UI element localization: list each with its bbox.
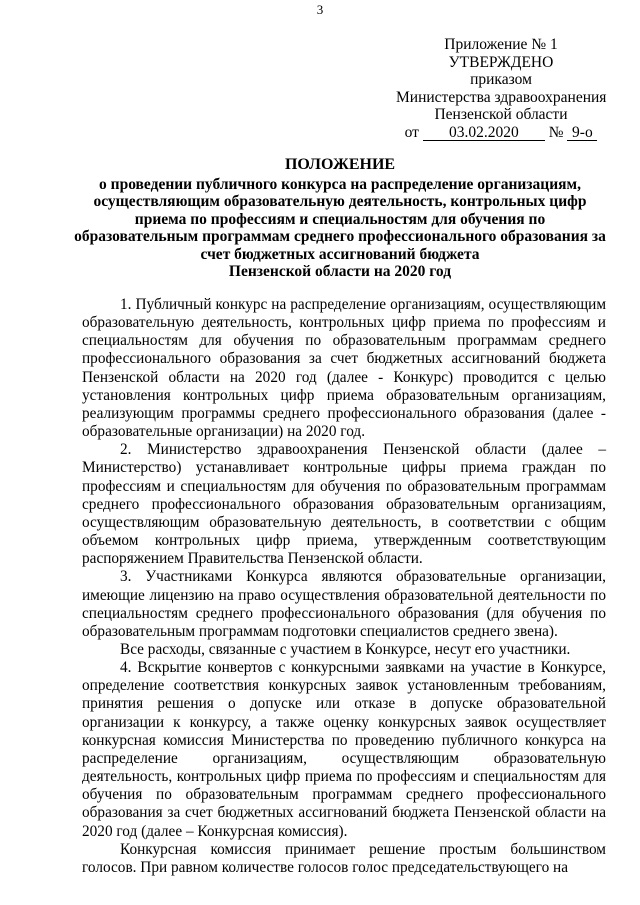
document-body [82, 296, 606, 877]
order-date-line [396, 124, 606, 142]
approved-label: УТВЕРЖДЕНО [448, 53, 554, 71]
title-line: образовательным программам среднего профессионального образования за [74, 228, 606, 245]
paragraph-1: 1. Публичный конкурс на распределение организациям, осуществляющим образовательную деятельность, контрольных цифр приема по профессиям и специальностям для обучения по образовательным программам среднего профессионального образования за счет бюджетных ассигнований бюджета Пензенской области на 2020 год (далее - Конкурс) проводится с целью установления контрольных цифр приема образовательным организациям, реализующим программы среднего профессионального образования (далее - образовательные организации) на 2020 год. [82, 296, 606, 441]
annex-label: Приложение № 1 [444, 36, 558, 53]
title-heading: ПОЛОЖЕНИЕ [284, 156, 396, 173]
title-line: осуществляющим образовательную деятельность, контрольных цифр [93, 193, 587, 210]
order-number: 9-о [567, 126, 597, 141]
approval-stamp [396, 36, 606, 141]
title-line: приема по профессиям и специальностям для обучения по [134, 210, 546, 228]
paragraph-expenses: Все расходы, связанные с участием в Конкурсе, несут его участники. [120, 640, 571, 658]
document-title [70, 156, 610, 281]
order-date: 03.02.2020 [423, 126, 545, 141]
paragraph-commission-decision: Конкурсная комиссия принимает решение простым большинством голосов. При равном количестве голосов голос председательствующего на [82, 840, 606, 876]
paragraph-4: 4. Вскрытие конвертов с конкурсными заявками на участие в Конкурсе, определение соответствия конкурсных заявок установленным требованиям, принятия решения о допуске или отказе в допуске образовательной организации к конкурсу, а также оценку конкурсных заявок осуществляет конкурсная комиссия Министерства по проведению публичного конкурса на распределение организациям, осуществляющим образовательную деятельность, контрольных цифр приема по профессиям и специальностям для обучения по образовательным программам среднего профессионального образования за счет бюджетных ассигнований бюджета Пензенской области на 2020 год (далее – Конкурсная комиссия). [82, 659, 606, 840]
region-label: Пензенской области [434, 106, 568, 123]
number-prefix: № [548, 123, 564, 141]
title-line: счет бюджетных ассигнований бюджета [200, 245, 480, 263]
title-line: о проведении публичного конкурса на распределение организациям, [99, 175, 581, 193]
paragraph-2: 2. Министерство здравоохранения Пензенской области (далее – Министерство) устанавливает контрольные цифры приема граждан по профессиям и специальностям для обучения по образовательным программам среднего профессионального образования образовательным организациям, осуществляющим образовательную деятельность, в соответствии с общим объемом контрольных цифр приема, утвержденным соответствующим распоряжением Правительства Пензенской области. [82, 441, 606, 568]
paragraph-3: 3. Участниками Конкурса являются образовательные организации, имеющие лицензию на право осуществления образовательной деятельности по специальностям среднего профессионального образования (для обучения по образовательным программам подготовки специалистов среднего звена). [82, 568, 606, 640]
ministry-label: Министерства здравоохранения [396, 88, 607, 106]
page-number: 3 [316, 2, 324, 17]
by-order-label: приказом [470, 71, 532, 88]
title-line: Пензенской области на 2020 год [228, 263, 452, 280]
date-prefix: от [404, 123, 419, 141]
